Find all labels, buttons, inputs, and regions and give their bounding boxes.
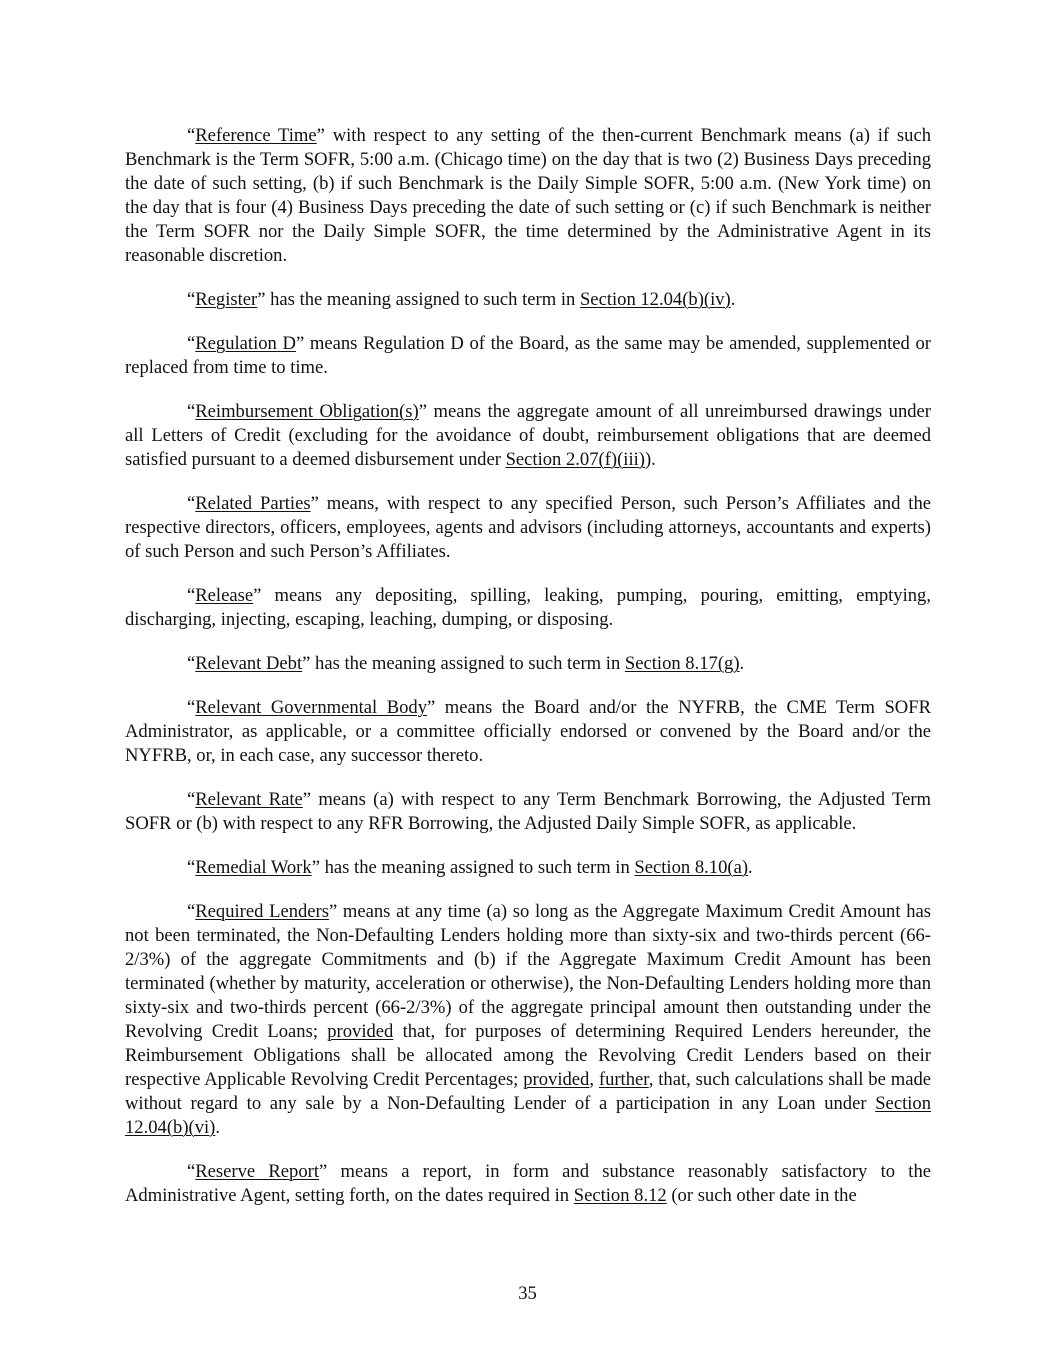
definition-relevant-governmental-body: “Relevant Governmental Body” means the Board and/or the NYFRB, the CME Term SOFR Administrator, as applicable, or a committee officially endorsed or convened by the Board and/or the NYFRB, or, in each case, any successor thereto. [125, 697, 931, 766]
definitions-list [125, 124, 931, 1228]
defined-term: Reserve Report [195, 1161, 320, 1182]
defined-term: Register [195, 289, 258, 310]
definition-relevant-debt: “Relevant Debt” has the meaning assigned to such term in Section 8.17(g). [187, 653, 745, 674]
section-reference: Section 12.04(b)(vi) [125, 1093, 931, 1138]
definition-regulation-d: “Regulation D” means Regulation D of the Board, as the same may be amended, supplemented or replaced from time to time. [125, 333, 932, 378]
definition-required-lenders: “Required Lenders” means at any time (a) so long as the Aggregate Maximum Credit Amount has not been terminated, the Non-Defaulting Lenders holding more than sixty-six and two-thirds percent (66-2/3%) of the aggregate Commitments and (b) if the Aggregate Maximum Credit Amount has been terminated (whether by maturity, acceleration or otherwise), the Non-Defaulting Lenders holding more than sixty-six and two-thirds percent (66-2/3%) of the aggregate principal amount then outstanding under the Revolving Credit Loans; provided that, for purposes of determining Required Lenders hereunder, the Reimbursement Obligations shall be allocated among the Revolving Credit Lenders based on their respective Applicable Revolving Credit Percentages; provided, further, that, such calculations shall be made without regard to any sale by a Non-Defaulting Lender of a participation in any Loan under Section 12.04(b)(vi). [125, 901, 932, 1138]
definition-reserve-report: “Reserve Report” means a report, in form and substance reasonably satisfactory to the Administrative Agent, setting forth, on the dates required in Section 8.12 (or such other date in the [125, 1161, 931, 1206]
definition-remedial-work: “Remedial Work” has the meaning assigned to such term in Section 8.10(a). [187, 857, 753, 878]
defined-term: Release [195, 585, 254, 606]
section-reference: Section 8.10(a) [634, 857, 749, 878]
definition-reference-time: “Reference Time” with respect to any setting of the then-current Benchmark means (a) if such Benchmark is the Term SOFR, 5:00 a.m. (Chicago time) on the day that is two (2) Business Days preceding the date of such setting, (b) if such Benchmark is the Daily Simple SOFR, 5:00 a.m. (New York time) on the day that is four (4) Business Days preceding the date of such setting or (c) if such Benchmark is neither the Term SOFR nor the Daily Simple SOFR, the time determined by the Administrative Agent in its reasonable discretion. [125, 125, 932, 266]
defined-term: Regulation D [195, 333, 296, 354]
definition-relevant-rate: “Relevant Rate” means (a) with respect to any Term Benchmark Borrowing, the Adjusted Term SOFR or (b) with respect to any RFR Borrowing, the Adjusted Daily Simple SOFR, as applicable. [125, 789, 931, 834]
section-reference: Section 2.07(f)(iii) [505, 449, 645, 470]
proviso-term: provided [523, 1069, 590, 1090]
proviso-term: provided [327, 1021, 394, 1042]
defined-term: Reference Time [195, 125, 317, 146]
defined-term: Remedial Work [195, 857, 312, 878]
section-reference: Section 8.12 [573, 1185, 667, 1206]
page-number: 35 [518, 1283, 537, 1304]
definition-release: “Release” means any depositing, spilling, leaking, pumping, pouring, emitting, emptying, discharging, injecting, escaping, leaching, dumping, or disposing. [125, 585, 931, 630]
proviso-term: further [598, 1069, 649, 1090]
section-reference: Section 12.04(b)(iv) [579, 289, 731, 310]
defined-term: Related Parties [195, 493, 311, 514]
defined-term: Relevant Debt [195, 653, 303, 674]
defined-term: Required Lenders [195, 901, 329, 922]
definition-related-parties: “Related Parties” means, with respect to any specified Person, such Person’s Affiliates and the respective directors, officers, employees, agents and advisors (including attorneys, accountants and experts) of such Person and such Person’s Affiliates. [125, 493, 932, 562]
definition-register: “Register” has the meaning assigned to such term in Section 12.04(b)(iv). [187, 289, 736, 310]
definition-reimbursement-obligations: “Reimbursement Obligation(s)” means the aggregate amount of all unreimbursed drawings under all Letters of Credit (excluding for the avoidance of doubt, reimbursement obligations that are deemed satisfied pursuant to a deemed disbursement under Section 2.07(f)(iii)). [125, 401, 931, 470]
defined-term: Reimbursement Obligation(s) [195, 401, 419, 422]
defined-term: Relevant Governmental Body [195, 697, 428, 718]
section-reference: Section 8.17(g) [624, 653, 740, 674]
defined-term: Relevant Rate [195, 789, 303, 810]
